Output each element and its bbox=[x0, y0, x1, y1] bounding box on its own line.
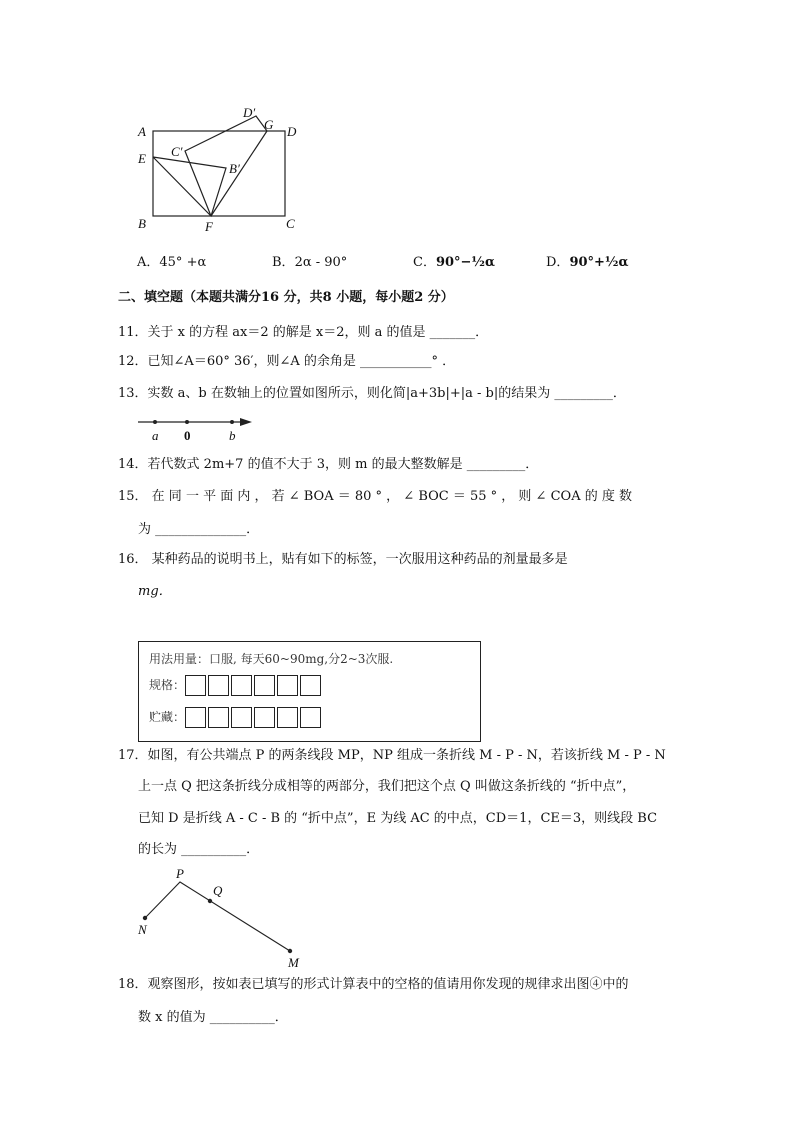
question-17-line2: 上一点 Q 把这条折线分成相等的两部分，我们把这个点 Q 叫做这条折线的 “折中点”， bbox=[138, 779, 636, 794]
label-d-prime: D′ bbox=[243, 105, 256, 120]
numberline-label-zero: 0 bbox=[184, 428, 191, 443]
label-b-prime: B′ bbox=[229, 161, 240, 176]
option-b: B．2α - 90° bbox=[272, 255, 348, 270]
point-b bbox=[230, 420, 234, 424]
label-g: G bbox=[264, 117, 274, 132]
label-b: B bbox=[138, 216, 146, 231]
option-c: C．90°−½α bbox=[413, 255, 495, 270]
point-zero bbox=[185, 420, 189, 424]
question-16-line1: 16． 某种药品的说明书上，贴有如下的标签，一次服用这种药品的剂量最多是 bbox=[118, 552, 568, 567]
storage-row: 贮藏： bbox=[149, 707, 323, 728]
option-a: A．45° +α bbox=[137, 255, 207, 270]
label-d: D bbox=[287, 124, 297, 139]
label-p: P bbox=[176, 866, 184, 881]
label-c-prime: C′ bbox=[171, 144, 183, 159]
numberline-label-a: a bbox=[152, 428, 159, 443]
question-11: 11．关于 x 的方程 ax＝2 的解是 x＝2，则 a 的值是 _______． bbox=[118, 325, 489, 340]
question-17-line4: 的长为 __________． bbox=[138, 842, 260, 857]
medicine-label-box bbox=[138, 641, 481, 742]
question-16-line2: mg． bbox=[138, 584, 172, 599]
label-n: N bbox=[138, 922, 147, 937]
numberline-label-b: b bbox=[229, 428, 236, 443]
label-m: M bbox=[288, 955, 299, 970]
number-line bbox=[138, 418, 252, 426]
question-18-line2: 数 x 的值为 __________． bbox=[138, 1010, 288, 1025]
spec-row: 规格： bbox=[149, 675, 323, 696]
question-14: 14．若代数式 2m+7 的值不大于 3，则 m 的最大整数解是 _________． bbox=[118, 457, 539, 472]
label-e: E bbox=[138, 151, 146, 166]
label-q: Q bbox=[213, 883, 223, 898]
question-13: 13．实数 a、b 在数轴上的位置如图所示，则化简|a+3b|+|a - b|的结果为 _________． bbox=[118, 386, 626, 401]
section-heading: 二、填空题（本题共满分16 分，共8 小题，每小题2 分） bbox=[118, 290, 454, 305]
question-17-line1: 17．如图，有公共端点 P 的两条线段 MP，NP 组成一条折线 M - P - N，若该折线 M - P - N bbox=[118, 748, 666, 763]
label-c: C bbox=[286, 216, 295, 231]
question-12: 12．已知∠A＝60° 36′，则∠A 的余角是 ___________° ． bbox=[118, 354, 456, 369]
point-a bbox=[153, 420, 157, 424]
triangle-e-b-f bbox=[153, 157, 226, 216]
question-15-line2: 为 ______________． bbox=[138, 522, 260, 537]
question-15-line1: 15． 在 同 一 平 面 内 ， 若 ∠ BOA ＝ 80 ° ， ∠ BOC ＝ 55 ° ， 则 ∠ COA 的 度 数 bbox=[118, 489, 632, 504]
label-f: F bbox=[205, 219, 213, 234]
usage-text: 用法用量：口服, 每天60~90mg,分2~3次服. bbox=[149, 652, 394, 666]
question-17-line3: 已知 D 是折线 A - C - B 的 “折中点”，E 为线 AC 的中点，CD＝1，CE＝3，则线段 BC bbox=[138, 811, 658, 826]
question-18-line1: 18．观察图形，按如表已填写的形式计算表中的空格的值请用你发现的规律求出图④中的 bbox=[118, 977, 629, 992]
label-a: A bbox=[138, 124, 146, 139]
option-d: D．90°+½α bbox=[546, 255, 629, 270]
